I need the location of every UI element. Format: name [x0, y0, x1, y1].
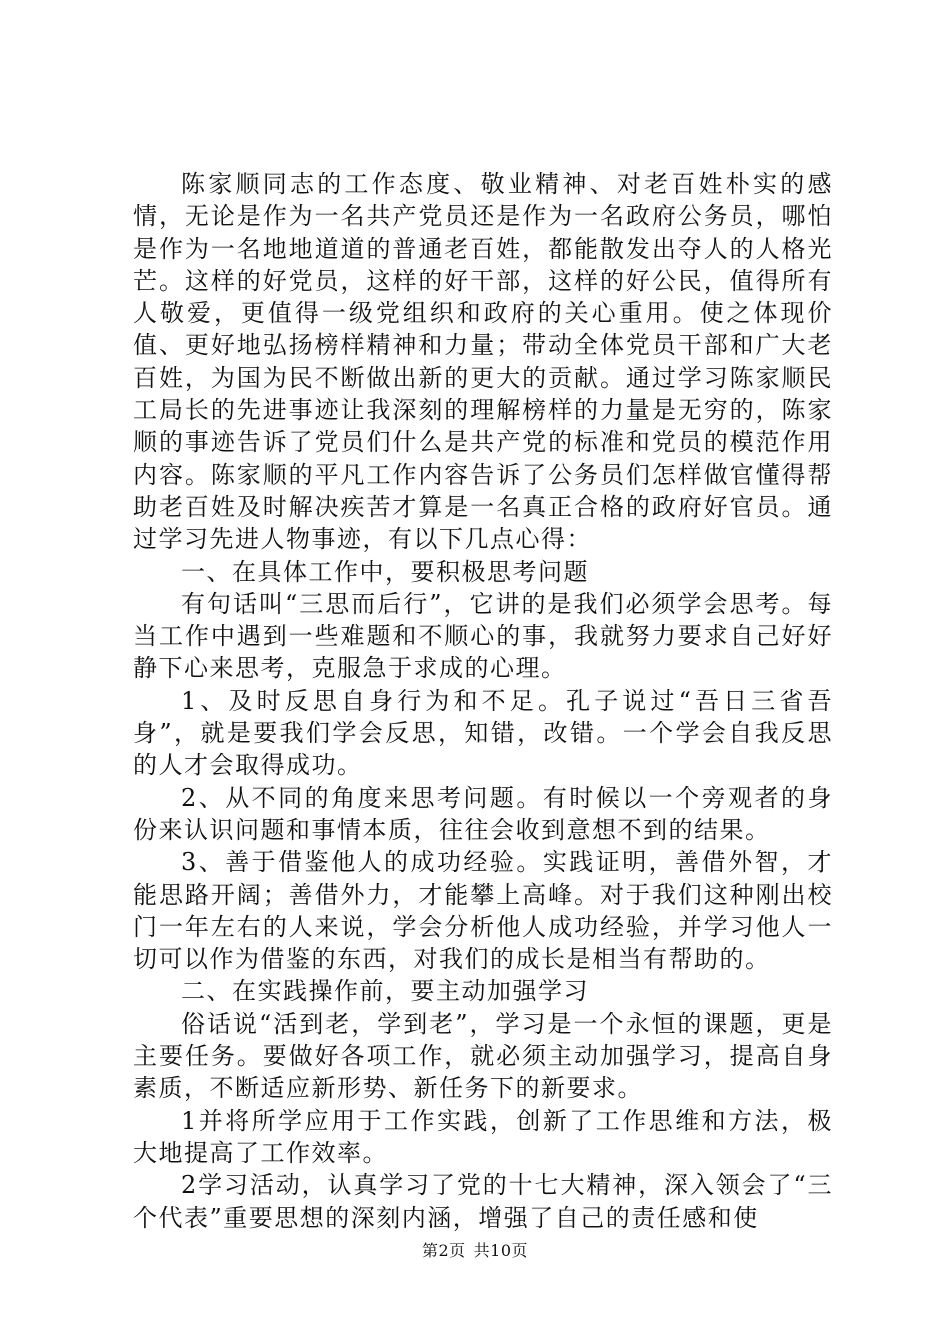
- paragraph-intro: 陈家顺同志的工作态度、敬业精神、对老百姓朴实的感情，无论是作为一名共产党员还是作为一名政府公务员，哪怕是作为一名地地道道的普通老百姓，都能散发出夺人的人格光芒。这样的好党员，这样的好干部，这样的好公民，值得所有人敬爱，更值得一级党组织和政府的关心重用。使之体现价值、更好地弘扬榜样精神和力量；带动全体党员干部和广大老百姓，为国为民不断做出新的更大的贡献。通过学习陈家顺民工局长的先进事迹让我深刻的理解榜样的力量是无穷的，陈家顺的事迹告诉了党员们什么是共产党的标准和党员的模范作用内容。陈家顺的平凡工作内容告诉了公务员们怎样做官懂得帮助老百姓及时解决疾苦才算是一名真正合格的政府好官员。通过学习先进人物事迹，有以下几点心得：: [133, 170, 833, 554]
- page-footer: [0, 1241, 950, 1261]
- paragraph-point-3: 3、善于借鉴他人的成功经验。实践证明，善借外智，才能思路开阔；善借外力，才能攀上高峰。对于我们这种刚出校门一年左右的人来说，学会分析他人成功经验，并学习他人一切可以作为借鉴的东西，对我们的成长是相当有帮助的。: [133, 848, 833, 974]
- total-pages: 共10页: [473, 1241, 529, 1260]
- section-heading-2: 二、在实践操作前，要主动加强学习: [181, 977, 589, 1006]
- paragraph-thinking: 有句话叫“三思而后行”，它讲的是我们必须学会思考。每当工作中遇到一些难题和不顺心的事，我就努力要求自己好好静下心来思考，克服急于求成的心理。: [133, 589, 833, 683]
- paragraph-learning-point-2: 2学习活动，认真学习了党的十七大精神，深入领会了“三个代表”重要思想的深刻内涵，增强了自己的责任感和使: [133, 1171, 833, 1232]
- paragraph-learning-point-1: 1并将所学应用于工作实践，创新了工作思维和方法，极大地提高了工作效率。: [133, 1106, 833, 1167]
- document-body: [133, 168, 833, 1234]
- page-number: 第2页: [421, 1241, 466, 1260]
- section-heading-1: 一、在具体工作中，要积极思考问题: [181, 557, 589, 586]
- paragraph-learning: 俗话说“活到老，学到老”，学习是一个永恒的课题，更是主要任务。要做好各项工作，就必须主动加强学习，提高自身素质，不断适应新形势、新任务下的新要求。: [133, 1009, 833, 1103]
- paragraph-point-2: 2、从不同的角度来思考问题。有时候以一个旁观者的身份来认识问题和事情本质，往往会收到意想不到的结果。: [133, 783, 833, 844]
- paragraph-point-1: 1、及时反思自身行为和不足。孔子说过“吾日三省吾身”，就是要我们学会反思，知错，改错。一个学会自我反思的人才会取得成功。: [133, 686, 833, 780]
